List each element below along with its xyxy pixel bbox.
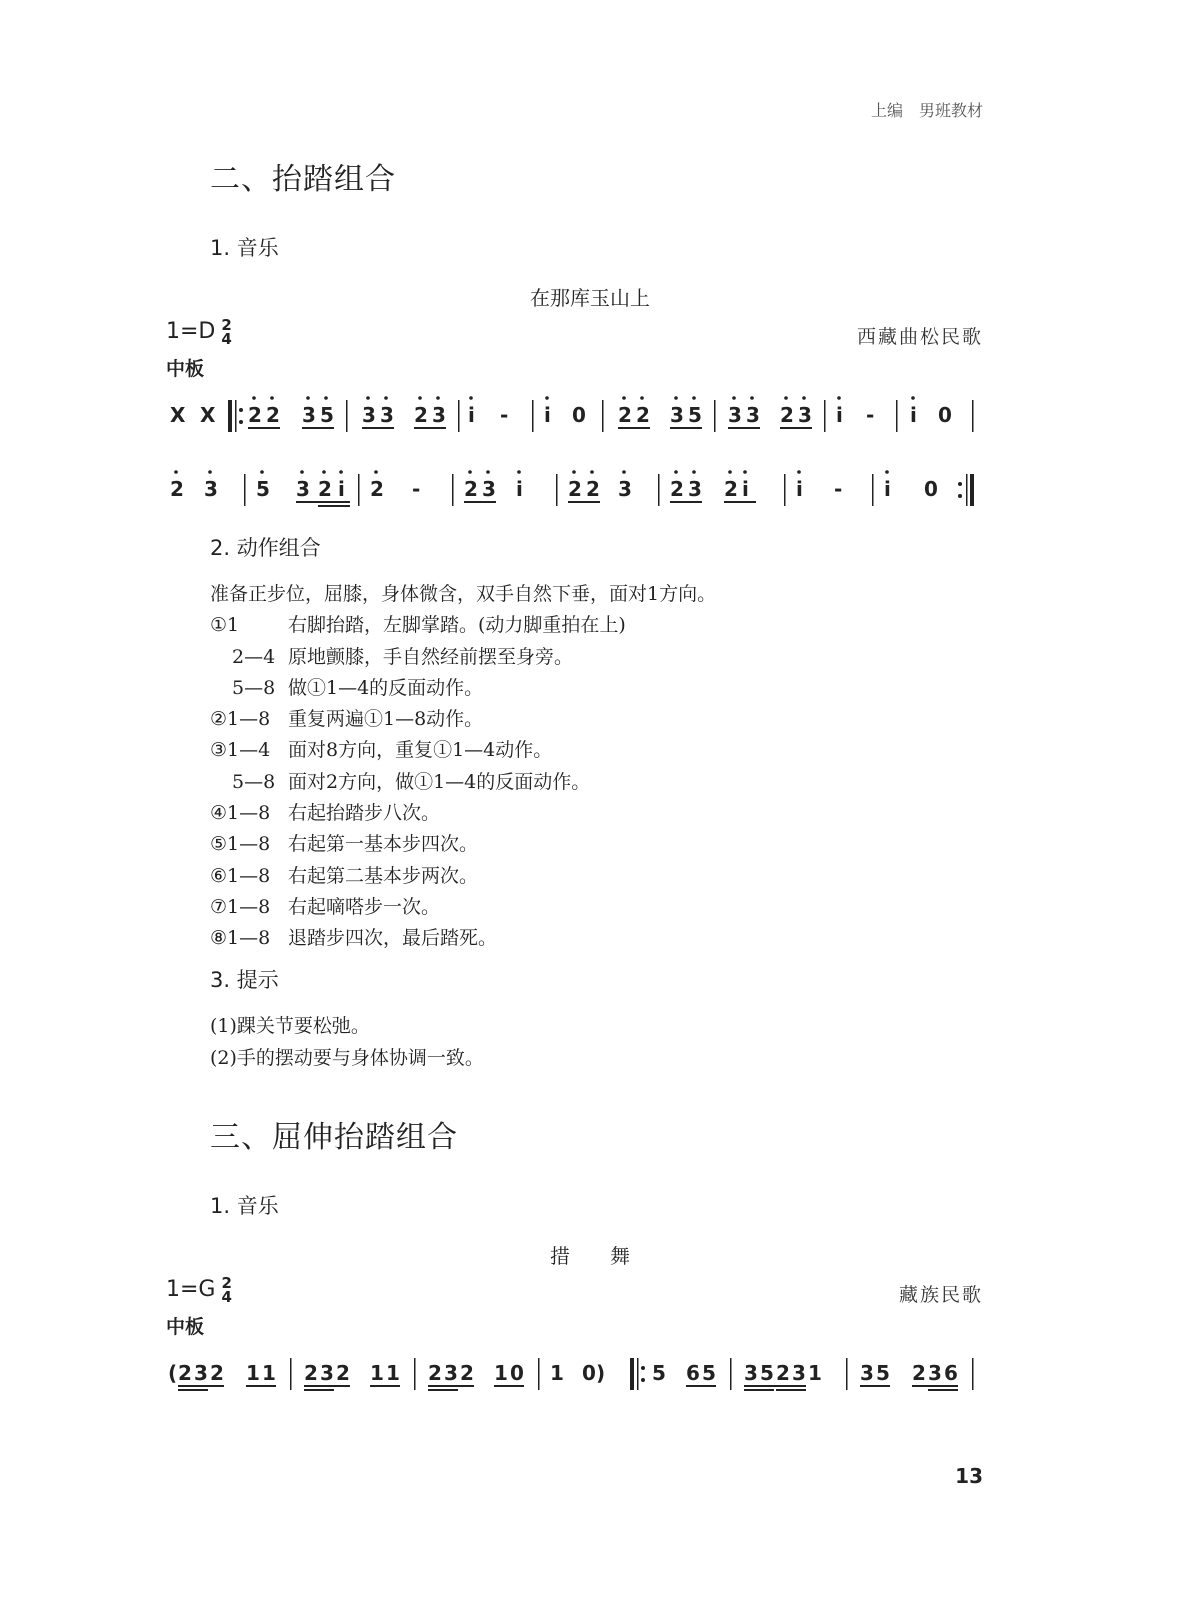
step-desc: 重复两遍①1—8动作。	[288, 708, 484, 730]
time-signature	[221, 1276, 231, 1304]
step-num: ④1—8	[210, 802, 271, 824]
step-desc: 右起嘀嗒步一次。	[288, 896, 441, 918]
svg-text:2: 2	[336, 1361, 350, 1385]
svg-text:-: -	[834, 477, 843, 501]
svg-text:3: 3	[792, 1361, 806, 1385]
music-heading: 1. 音乐	[210, 1194, 279, 1218]
svg-text:1: 1	[262, 1361, 276, 1385]
svg-text:5: 5	[876, 1361, 890, 1385]
svg-text:5: 5	[688, 403, 702, 427]
svg-text:3: 3	[482, 477, 496, 501]
svg-text:1: 1	[370, 1361, 384, 1385]
svg-text:2: 2	[780, 403, 794, 427]
tips-heading: 3. 提示	[210, 968, 279, 992]
svg-text:2: 2	[248, 403, 262, 427]
step-desc: 右起第一基本步四次。	[288, 833, 479, 855]
time-bottom: 4	[221, 330, 232, 348]
step-num: 2—4	[232, 646, 276, 668]
svg-text:5: 5	[652, 1361, 666, 1385]
svg-text:3: 3	[320, 1361, 334, 1385]
svg-text:2: 2	[618, 403, 632, 427]
svg-text:-: -	[500, 403, 509, 427]
step-desc: 退踏步四次，最后踏死。	[288, 927, 498, 949]
step-row	[210, 922, 497, 954]
svg-text:): )	[596, 1361, 606, 1385]
svg-text:2: 2	[464, 477, 478, 501]
svg-text:3: 3	[380, 403, 394, 427]
step-num: ⑧1—8	[210, 927, 271, 949]
section-title: 二、抬踏组合	[210, 162, 396, 197]
step-row	[210, 609, 626, 641]
svg-text:i: i	[516, 477, 523, 501]
svg-text:1: 1	[386, 1361, 400, 1385]
svg-text:2: 2	[568, 477, 582, 501]
step-row	[210, 734, 552, 766]
song-title: 措 舞	[550, 1244, 630, 1268]
step-desc: 做①1—4的反面动作。	[288, 677, 484, 699]
time-top: 2	[221, 1274, 232, 1292]
tempo-marking: 中板	[166, 358, 205, 380]
key-text: 1=G	[166, 1277, 216, 1302]
step-desc: 面对2方向，做①1—4的反面动作。	[288, 771, 591, 793]
step-desc: 原地颤膝，手自然经前摆至身旁。	[288, 646, 574, 668]
svg-text:5: 5	[702, 1361, 716, 1385]
key-signature	[166, 318, 232, 346]
prep-text: 准备正步位，屈膝，身体微含，双手自然下垂，面对1方向。	[210, 583, 717, 605]
svg-text:2: 2	[670, 477, 684, 501]
svg-text:3: 3	[362, 403, 376, 427]
svg-text:-: -	[866, 403, 875, 427]
step-desc: 右起第二基本步两次。	[288, 865, 479, 887]
svg-text:i: i	[796, 477, 803, 501]
svg-text:1: 1	[494, 1361, 508, 1385]
tempo-marking: 中板	[166, 1316, 205, 1338]
step-num: ①1	[210, 614, 240, 636]
step-row	[210, 672, 483, 704]
svg-text:3: 3	[798, 403, 812, 427]
svg-text:3: 3	[688, 477, 702, 501]
svg-text:i: i	[468, 403, 475, 427]
svg-text:6: 6	[944, 1361, 958, 1385]
svg-text:3: 3	[194, 1361, 208, 1385]
step-row	[210, 641, 573, 673]
svg-text:5: 5	[760, 1361, 774, 1385]
svg-text:6: 6	[686, 1361, 700, 1385]
svg-text:2: 2	[318, 477, 332, 501]
svg-text:1: 1	[808, 1361, 822, 1385]
step-row	[210, 860, 478, 892]
svg-text:i: i	[910, 403, 917, 427]
svg-text:i: i	[836, 403, 843, 427]
svg-text:3: 3	[744, 1361, 758, 1385]
svg-text:2: 2	[370, 477, 384, 501]
svg-text:2: 2	[912, 1361, 926, 1385]
svg-text:i: i	[544, 403, 551, 427]
score-line-2	[166, 466, 1016, 506]
key-text: 1=D	[166, 319, 216, 344]
svg-text:3: 3	[296, 477, 310, 501]
svg-text:2: 2	[636, 403, 650, 427]
svg-text:2: 2	[586, 477, 600, 501]
step-row	[210, 766, 590, 798]
svg-text:5: 5	[256, 477, 270, 501]
svg-text:2: 2	[460, 1361, 474, 1385]
score-line-1	[166, 392, 1016, 432]
page-number: 13	[955, 1464, 983, 1488]
svg-text:X: X	[200, 403, 216, 427]
step-desc: 右脚抬踏，左脚掌踏。(动力脚重拍在上)	[288, 614, 626, 636]
svg-text:2: 2	[776, 1361, 790, 1385]
svg-text:2: 2	[414, 403, 428, 427]
step-desc: 右起抬踏步八次。	[288, 802, 441, 824]
step-num: 5—8	[232, 771, 276, 793]
time-bottom: 4	[221, 1288, 232, 1306]
composer-credit: 藏族民歌	[898, 1284, 983, 1306]
action-heading: 2. 动作组合	[210, 536, 321, 560]
svg-text:-: -	[412, 477, 421, 501]
svg-text:3: 3	[302, 403, 316, 427]
svg-text:2: 2	[210, 1361, 224, 1385]
svg-text:0: 0	[510, 1361, 524, 1385]
svg-text:3: 3	[670, 403, 684, 427]
step-row	[210, 797, 440, 829]
score-line-3	[166, 1350, 1016, 1390]
tip-item: (1)踝关节要松弛。	[210, 1015, 370, 1037]
svg-text:(: (	[168, 1361, 178, 1385]
svg-text:X: X	[170, 403, 186, 427]
step-num: ⑦1—8	[210, 896, 271, 918]
svg-text:3: 3	[444, 1361, 458, 1385]
svg-text:i: i	[338, 477, 345, 501]
svg-text:3: 3	[618, 477, 632, 501]
running-head: 上编 男班教材	[870, 101, 983, 120]
key-signature	[166, 1276, 232, 1304]
step-num: ⑤1—8	[210, 833, 271, 855]
svg-text:2: 2	[266, 403, 280, 427]
svg-text:2: 2	[178, 1361, 192, 1385]
svg-text:1: 1	[246, 1361, 260, 1385]
svg-text:0: 0	[924, 477, 938, 501]
svg-text:i: i	[742, 477, 749, 501]
svg-text:2: 2	[304, 1361, 318, 1385]
step-row	[210, 703, 483, 735]
music-heading: 1. 音乐	[210, 236, 279, 260]
svg-text:3: 3	[432, 403, 446, 427]
time-top: 2	[221, 316, 232, 334]
svg-text:3: 3	[928, 1361, 942, 1385]
svg-text:2: 2	[170, 477, 184, 501]
step-desc: 面对8方向，重复①1—4动作。	[288, 739, 553, 761]
time-signature	[221, 318, 231, 346]
svg-text:3: 3	[746, 403, 760, 427]
step-num: 5—8	[232, 677, 276, 699]
svg-text:3: 3	[728, 403, 742, 427]
section-title: 三、屈伸抬踏组合	[210, 1120, 458, 1155]
score-line-1-svg	[166, 392, 1016, 442]
step-num: ⑥1—8	[210, 865, 271, 887]
svg-text:5: 5	[320, 403, 334, 427]
song-title: 在那库玉山上	[530, 286, 650, 310]
svg-text:2: 2	[724, 477, 738, 501]
composer-credit: 西藏曲松民歌	[856, 326, 983, 348]
step-row	[210, 891, 440, 923]
svg-text:2: 2	[428, 1361, 442, 1385]
svg-text:0: 0	[582, 1361, 596, 1385]
svg-text:i: i	[884, 477, 891, 501]
step-num: ②1—8	[210, 708, 271, 730]
tip-item: (2)手的摆动要与身体协调一致。	[210, 1047, 484, 1069]
svg-text:1: 1	[550, 1361, 564, 1385]
score-line-2-svg	[166, 466, 1016, 516]
svg-text:0: 0	[572, 403, 586, 427]
score-line-3-svg	[166, 1350, 1016, 1400]
step-row	[210, 828, 478, 860]
step-num: ③1—4	[210, 739, 271, 761]
svg-text:0: 0	[938, 403, 952, 427]
svg-text:3: 3	[860, 1361, 874, 1385]
svg-text:3: 3	[204, 477, 218, 501]
